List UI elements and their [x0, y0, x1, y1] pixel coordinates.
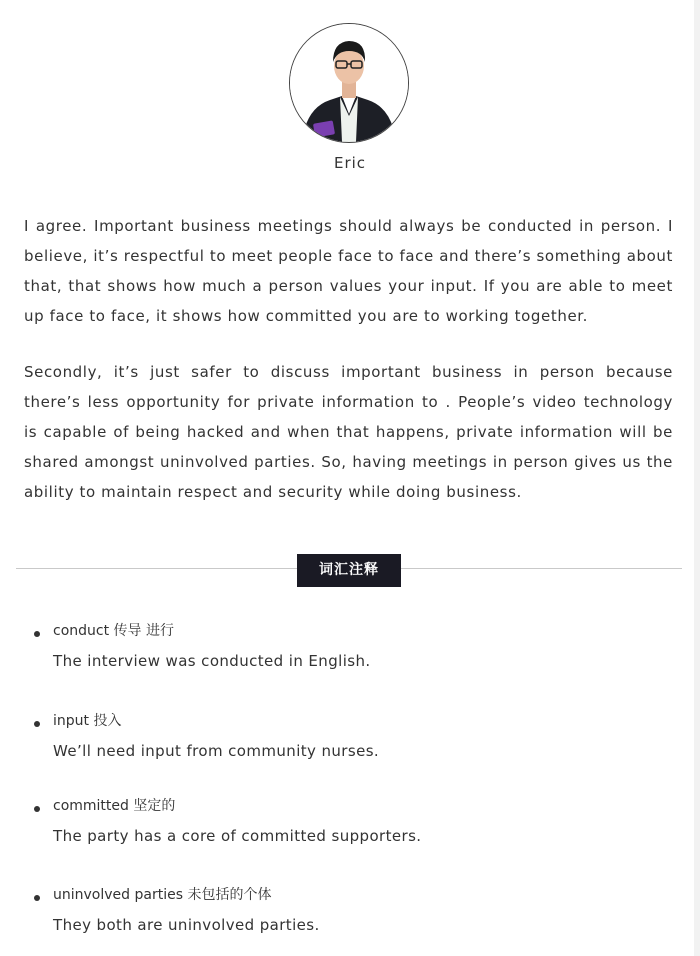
article-paragraph-2: Secondly, it’s just safer to discuss important business in person because there’s less opportunity for private information to . People’s video technology is capable of being hacked and when that happens, private information will be shared amongst uninvolved parties. So, having meetings in person gives us the ability to maintain respect and security while doing business. [24, 363, 673, 501]
vocab-example: The party has a core of committed supporters. [53, 827, 422, 845]
bullet-icon [34, 806, 40, 812]
vocab-term: committed 坚定的 [53, 798, 176, 814]
vocab-example: The interview was conducted in English. [53, 652, 371, 670]
bullet-icon [34, 631, 40, 637]
bullet-icon [34, 895, 40, 901]
author-name: Eric [333, 154, 367, 172]
vocab-term: input 投入 [53, 713, 122, 729]
vocab-example: We’ll need input from community nurses. [53, 742, 380, 760]
vocab-section-title: 词汇注释 [297, 554, 401, 587]
article-paragraph-1: I agree. Important business meetings should always be conducted in person. I believe, it’s respectful to meet people face to face and there’s something about that, that shows how much a person values your input. If you are able to meet up face to face, it shows how committed you are to working together. [24, 217, 673, 325]
scroll-gutter [694, 0, 700, 956]
bullet-icon [34, 721, 40, 727]
vocab-term: conduct 传导 进行 [53, 623, 174, 639]
vocab-example: They both are uninvolved parties. [53, 916, 320, 934]
author-avatar [289, 23, 409, 143]
vocab-term: uninvolved parties 未包括的个体 [53, 887, 272, 903]
